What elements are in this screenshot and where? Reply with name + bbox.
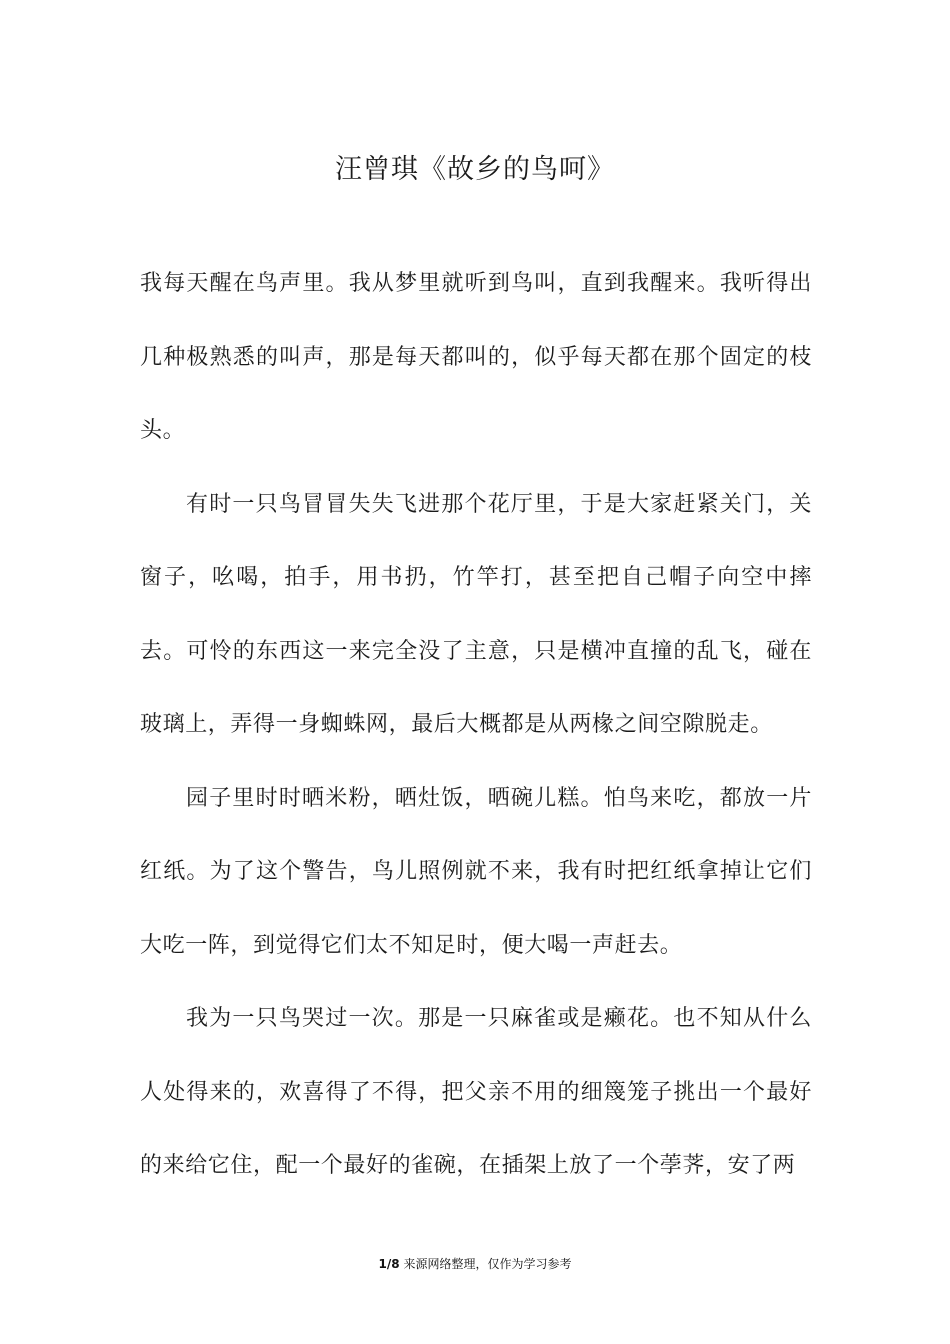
- page-footer: [0, 1254, 950, 1274]
- paragraph-2: 有时一只鸟冒冒失失飞进那个花厅里，于是大家赶紧关门，关窗子，吆喝，拍手，用书扔，竹竿打，甚至把自己帽子向空中摔去。可怜的东西这一来完全没了主意，只是横冲直撞的乱飞，碰在玻璃上，弄得一身蜘蛛网，最后大概都是从两椽之间空隙脱走。: [140, 491, 812, 737]
- document-body: [140, 247, 812, 1203]
- paragraph-3: 园子里时时晒米粉，晒灶饭，晒碗儿糕。怕鸟来吃，都放一片红纸。为了这个警告，鸟儿照例就不来，我有时把红纸拿掉让它们大吃一阵，到觉得它们太不知足时，便大喝一声赶去。: [140, 785, 812, 958]
- footer-note: 来源网络整理，仅作为学习参考: [399, 1257, 572, 1271]
- page-number: 1/8: [378, 1257, 400, 1271]
- paragraph-4: 我为一只鸟哭过一次。那是一只麻雀或是癞花。也不知从什么人处得来的，欢喜得了不得，把父亲不用的细篾笼子挑出一个最好的来给它住，配一个最好的雀碗，在插架上放了一个荸荠，安了两: [140, 1006, 812, 1178]
- document-title: 汪曾琪《故乡的鸟呵》: [335, 154, 615, 185]
- paragraph-1: 我每天醒在鸟声里。我从梦里就听到鸟叫，直到我醒来。我听得出几种极熟悉的叫声，那是每天都叫的，似乎每天都在那个固定的枝头。: [140, 271, 812, 443]
